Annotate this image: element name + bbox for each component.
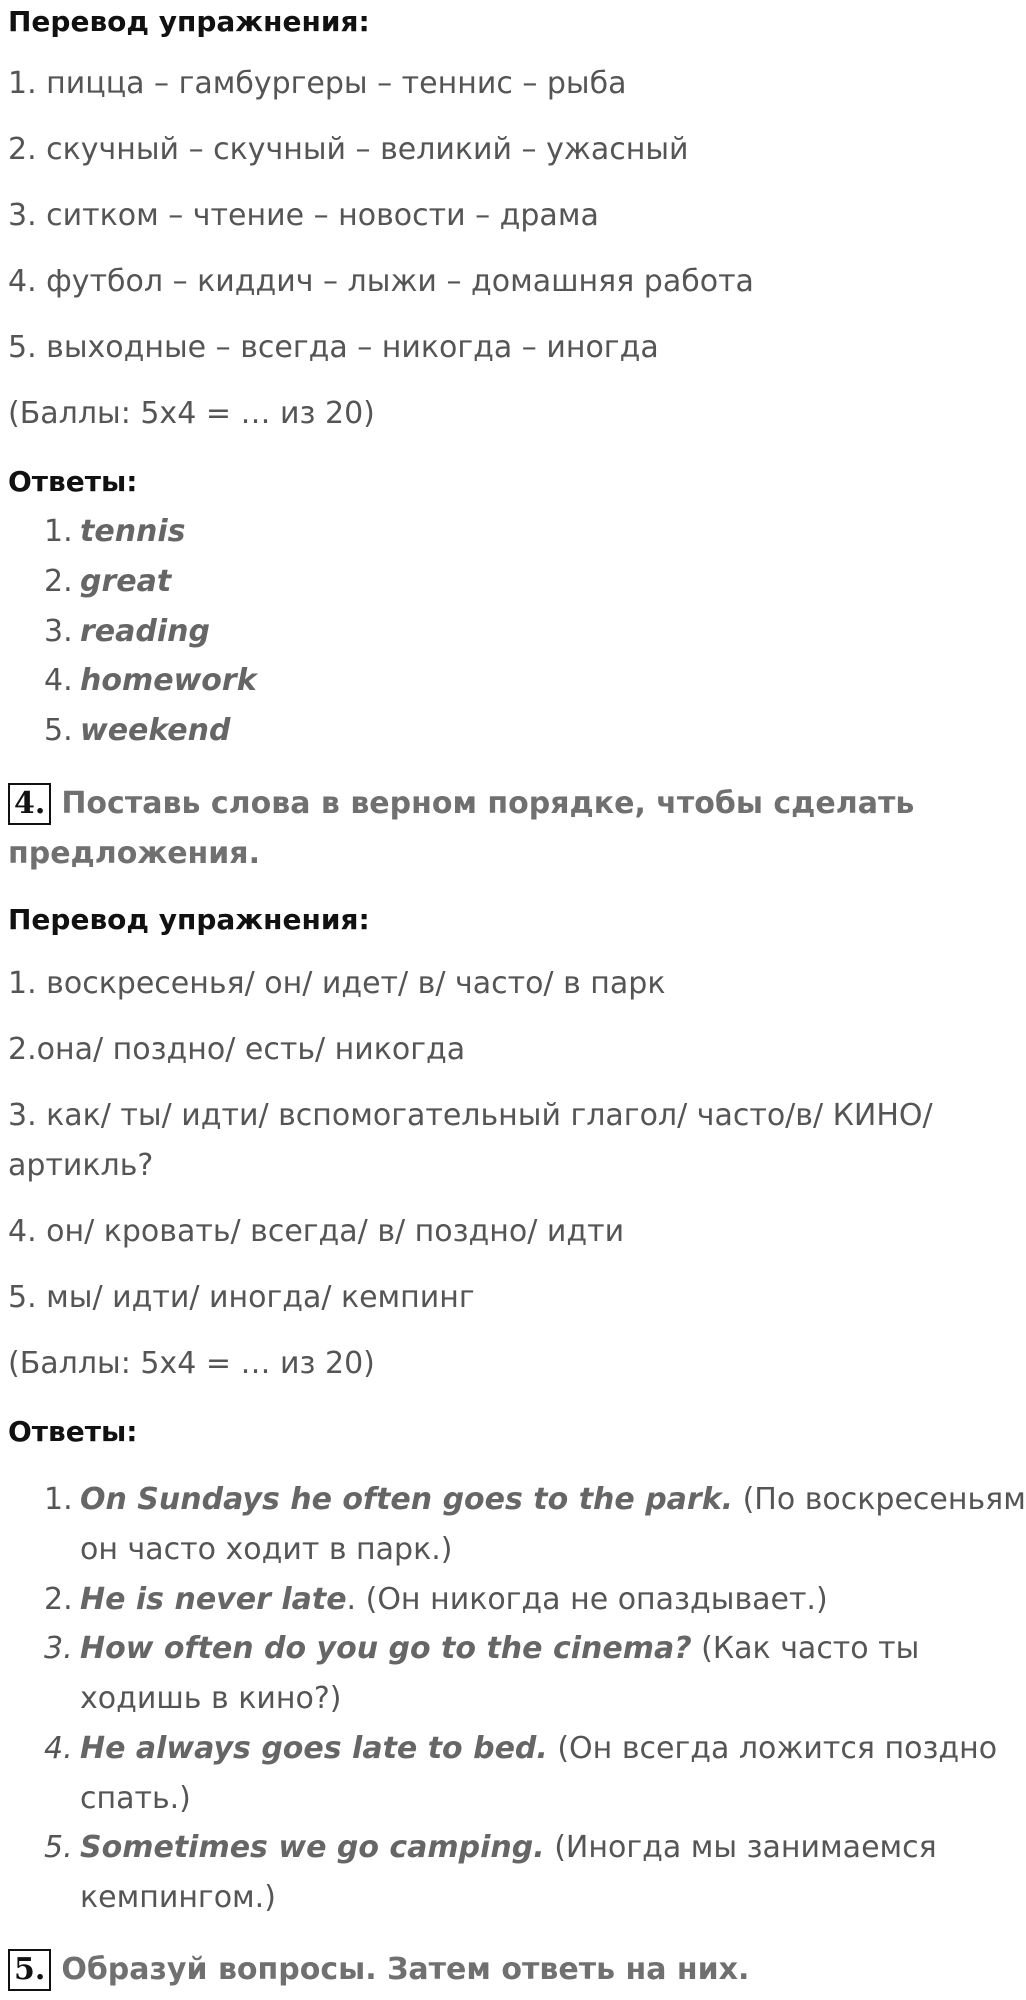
answer-translation-cont: кемпингом.) [80, 1880, 276, 1915]
answer-number: 2. [44, 1582, 73, 1617]
translation-line-4: 4. он/ кровать/ всегда/ в/ поздно/ идти [8, 1214, 625, 1249]
answers-heading: Ответы: [8, 465, 138, 498]
answer-text: tennis [80, 514, 186, 549]
answer-item [44, 560, 171, 604]
answer-translation-cont: он часто ходит в парк.) [80, 1532, 453, 1567]
score-line: (Баллы: 5х4 = … из 20) [8, 1346, 375, 1381]
task-4-instruction [8, 780, 914, 828]
answer-number: 1. [44, 1482, 73, 1517]
answer-item [44, 610, 210, 654]
task-5-instruction [8, 1946, 749, 1994]
translation-line-3: 3. ситком – чтение – новости – драма [8, 198, 599, 233]
translation-line-5: 5. выходные – всегда – никогда – иногда [8, 330, 659, 365]
answer-text: How often do you go to the cinema? [80, 1631, 692, 1666]
answer-number: 3. [44, 1631, 73, 1666]
task-4-instruction-line-2: предложения. [8, 836, 260, 871]
translation-line-1: 1. воскресенья/ он/ идет/ в/ часто/ в парк [8, 966, 666, 1001]
task-4-number: 4. [8, 783, 51, 825]
translation-line-3-cont: артикль? [8, 1148, 154, 1183]
answer-number: 4. [44, 1731, 73, 1766]
answer-text: He always goes late to bed. [80, 1731, 548, 1766]
translation-line-4: 4. футбол – киддич – лыжи – домашняя работа [8, 264, 754, 299]
answer-number: 5. [44, 713, 73, 748]
answer-translation-cont: спать.) [80, 1781, 191, 1816]
answer-translation: (Он всегда ложится поздно [547, 1731, 998, 1766]
answers-heading: Ответы: [8, 1415, 138, 1448]
answer-translation: (Как часто ты [691, 1631, 920, 1666]
answer-translation: (По воскресеньям [733, 1482, 1026, 1517]
answer-item [44, 1627, 919, 1671]
translation-line-5: 5. мы/ идти/ иногда/ кемпинг [8, 1280, 475, 1315]
translation-line-2: 2.она/ поздно/ есть/ никогда [8, 1032, 466, 1067]
answer-translation-cont: ходишь в кино?) [80, 1681, 342, 1716]
answer-text: He is never late [80, 1582, 347, 1617]
answer-text: great [80, 564, 172, 599]
answer-item [44, 1727, 997, 1771]
translation-line-3: 3. как/ ты/ идти/ вспомогательный глагол/ часто/в/ КИНО/ [8, 1098, 933, 1133]
answer-number: 4. [44, 663, 73, 698]
answer-item [44, 1578, 828, 1622]
translation-heading: Перевод упражнения: [8, 903, 370, 936]
answer-text: Sometimes we go camping. [80, 1830, 545, 1865]
task-4-instruction-line-1: Поставь слова в верном порядке, чтобы сделать [61, 786, 915, 821]
answer-text: homework [80, 663, 257, 698]
answer-item [44, 659, 257, 703]
answer-number: 1. [44, 514, 73, 549]
answer-text: reading [80, 614, 210, 649]
score-line: (Баллы: 5х4 = … из 20) [8, 396, 375, 431]
answer-number: 3. [44, 614, 73, 649]
answer-text: weekend [80, 713, 231, 748]
answer-translation: (Иногда мы занимаемся [544, 1830, 937, 1865]
task-5-instruction-text: Образуй вопросы. Затем ответь на них. [61, 1952, 750, 1987]
answer-text: On Sundays he often goes to the park. [80, 1482, 734, 1517]
answer-item [44, 510, 186, 554]
answer-translation: . (Он никогда не опаздывает.) [346, 1582, 828, 1617]
answer-number: 2. [44, 564, 73, 599]
answer-item [44, 1826, 937, 1870]
translation-line-1: 1. пицца – гамбургеры – теннис – рыба [8, 66, 627, 101]
answer-item [44, 1478, 1026, 1522]
answer-item [44, 709, 230, 753]
translation-line-2: 2. скучный – скучный – великий – ужасный [8, 132, 689, 167]
answer-number: 5. [44, 1830, 73, 1865]
task-5-number: 5. [8, 1949, 51, 1991]
translation-heading: Перевод упражнения: [8, 5, 370, 38]
